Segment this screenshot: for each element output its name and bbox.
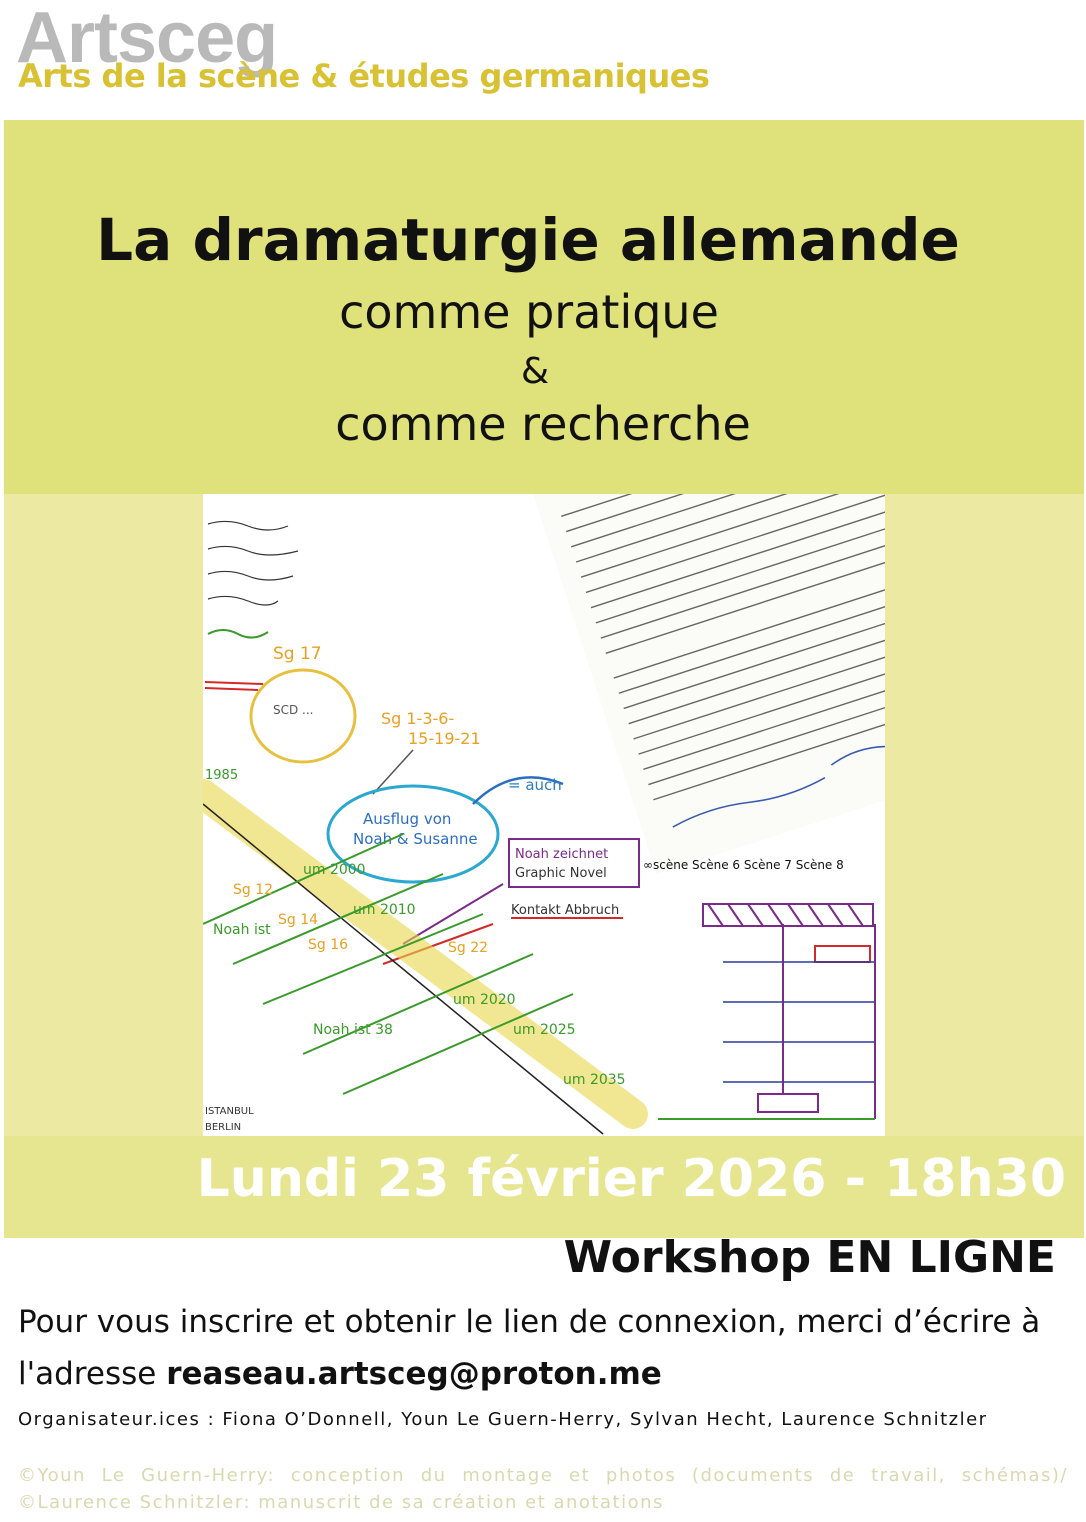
- svg-text:Noah zeichnet: Noah zeichnet: [515, 847, 609, 862]
- logo-subtitle: Arts de la scène & études germaniques: [18, 57, 710, 95]
- svg-text:um 2035: um 2035: [563, 1072, 626, 1088]
- svg-text:BERLIN: BERLIN: [205, 1122, 242, 1133]
- svg-text:SCD ...: SCD ...: [273, 703, 314, 717]
- subtitle-ampersand: &: [520, 351, 550, 392]
- svg-text:Sg 14: Sg 14: [278, 912, 319, 928]
- credits-text: ©Youn Le Guern-Herry: conception du montage et photos (documents de travail, schémas)/ ©Laurence Schnitzler: manuscrit de sa création et anotations: [18, 1465, 1068, 1513]
- page-title: La dramaturgie allemande: [96, 206, 960, 274]
- collage-image: [203, 494, 885, 1136]
- svg-text:= auch: = auch: [508, 776, 562, 794]
- organizers-text: Organisateur.ices : Fiona O’Donnell, Youn Le Guern-Herry, Sylvan Hecht, Laurence Schnitzler: [18, 1409, 988, 1430]
- subtitle-line-2: comme recherche: [335, 397, 751, 451]
- subtitle-line-1: comme pratique: [339, 285, 719, 339]
- svg-text:Noah ist: Noah ist: [213, 922, 271, 938]
- registration-info: [18, 1296, 1078, 1400]
- svg-text:Sg 17: Sg 17: [273, 644, 322, 664]
- svg-text:Sg 12: Sg 12: [233, 882, 274, 898]
- svg-text:Kontakt Abbruch: Kontakt Abbruch: [511, 903, 620, 918]
- svg-text:Ausflug von: Ausflug von: [363, 810, 452, 828]
- registration-text: Pour vous inscrire et obtenir le lien de connexion, merci d’écrire à l'adresse: [18, 1304, 1041, 1392]
- event-format: Workshop EN LIGNE: [563, 1232, 1056, 1283]
- logo-name: Artsceg: [16, 0, 278, 78]
- svg-text:ISTANBUL: ISTANBUL: [205, 1106, 254, 1117]
- svg-text:Sg 1-3-6-: Sg 1-3-6-: [381, 709, 455, 728]
- collage-drawing: [203, 494, 885, 1136]
- contact-email[interactable]: reaseau.artsceg@proton.me: [166, 1356, 662, 1392]
- svg-text:um 2025: um 2025: [513, 1022, 576, 1038]
- svg-text:Sg 16: Sg 16: [308, 937, 349, 953]
- svg-text:um 2010: um 2010: [353, 902, 416, 918]
- svg-text:1985: 1985: [205, 768, 239, 783]
- event-date: Lundi 23 février 2026 - 18h30: [196, 1149, 1066, 1209]
- svg-text:15-19-21: 15-19-21: [408, 729, 481, 748]
- svg-text:Noah & Susanne: Noah & Susanne: [353, 830, 478, 848]
- svg-text:Noah ist 38: Noah ist 38: [313, 1022, 393, 1038]
- svg-text:um 2020: um 2020: [453, 992, 516, 1008]
- svg-text:Graphic Novel: Graphic Novel: [515, 866, 607, 881]
- svg-text:um 2000: um 2000: [303, 862, 366, 878]
- svg-text:Sg 22: Sg 22: [448, 940, 489, 956]
- svg-text:∞scène Scène 6 Scène 7 Scène: ∞scène Scène 6 Scène 7 Scène 8: [643, 858, 844, 872]
